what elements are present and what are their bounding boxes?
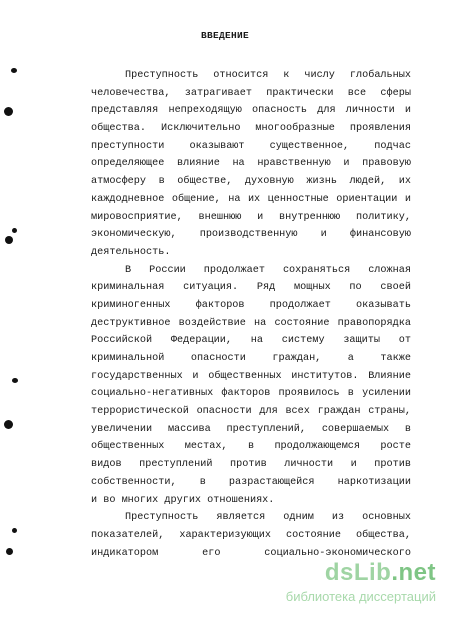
scan-speck xyxy=(11,68,17,73)
text-line: общественных местах, в продолжающемся росте xyxy=(91,441,411,453)
text-line: В России продолжает сохраняться сложная xyxy=(125,264,411,276)
scan-hole xyxy=(4,107,13,116)
text-line: государственных и общественных институтов. Влияние xyxy=(91,370,411,382)
text-line: криминогенных факторов продолжает оказывать xyxy=(91,299,411,311)
text-line: террористической опасности для всех граждан страны, xyxy=(91,406,411,418)
scan-hole xyxy=(6,548,13,555)
text-line: деятельность. xyxy=(91,246,171,258)
document-body xyxy=(91,67,411,562)
text-line: человечества, затрагивает практически все сферы xyxy=(91,87,411,99)
text-line: увеличении массива преступлений, совершаемых в xyxy=(91,423,411,435)
text-line: Российской Федерации, на систему защиты от xyxy=(91,335,411,347)
text-line: атмосферу в обществе, духовную жизнь людей, их xyxy=(91,176,411,188)
text-line: индикатором его социально-экономического xyxy=(91,547,411,559)
watermark-logo-domain: .net xyxy=(391,559,436,586)
scan-speck xyxy=(12,528,17,533)
watermark-subtitle: библиотека диссертаций xyxy=(285,589,436,604)
text-line: экономическую, производственную и финансовую xyxy=(91,229,411,241)
scan-hole xyxy=(4,420,13,429)
scan-speck xyxy=(12,378,18,383)
text-line: социально-негативных факторов проявилось в усилении xyxy=(91,388,411,400)
text-line: собственности, в разрастающейся наркотизации xyxy=(91,476,411,488)
text-line: общества. Исключительно многообразные проявления xyxy=(91,123,411,135)
watermark xyxy=(246,559,436,609)
text-line: преступности оказывают существенное, подчас xyxy=(91,140,411,152)
text-line: каждодневное общение, на их ценностные ориентации и xyxy=(91,193,411,205)
scan-speck xyxy=(12,228,17,233)
text-line: криминальная ситуация. Ряд мощных по своей xyxy=(91,282,411,294)
text-line: определяющее влияние на нравственную и правовую xyxy=(91,158,411,170)
text-line: Преступность относится к числу глобальных xyxy=(125,70,411,81)
text-line: видов преступлений против личности и против xyxy=(91,459,411,471)
text-line: показателей, характеризующих состояние общества, xyxy=(91,529,411,541)
text-line: мировосприятие, внешнюю и внутреннюю политику, xyxy=(91,211,411,223)
scan-hole xyxy=(5,236,13,244)
text-line: криминальной опасности граждан, а также xyxy=(91,353,411,364)
document-title: ВВЕДЕНИЕ xyxy=(200,30,249,41)
watermark-logo-main: dsLib xyxy=(324,559,392,586)
text-line: Преступность является одним из основных xyxy=(125,512,411,524)
watermark-logo xyxy=(325,559,436,587)
text-line: деструктивное воздействие на состояние правопорядка xyxy=(91,317,411,329)
text-line: представляя непреходящую опасность для личности и xyxy=(91,105,411,117)
text-line: и во многих других отношениях. xyxy=(91,494,275,506)
